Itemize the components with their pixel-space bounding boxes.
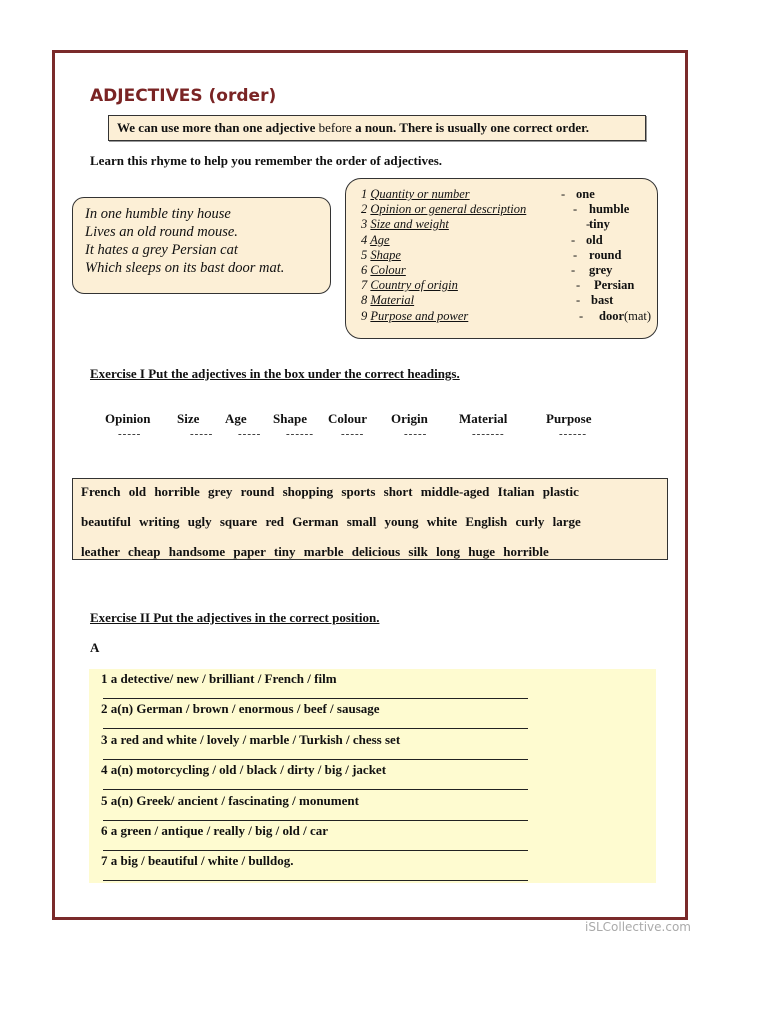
order-label: Colour <box>370 263 406 277</box>
rhyme-line: It hates a grey Persian cat <box>85 242 238 258</box>
heading-dashes: ----- <box>404 428 428 440</box>
answer-line[interactable] <box>103 850 528 851</box>
exercise-item: 6 a green / antique / really / big / old / car <box>101 823 329 838</box>
heading-dashes: ----- <box>118 428 142 440</box>
order-dash: - <box>561 187 566 201</box>
order-row <box>361 293 614 308</box>
exercise-item: 1 a detective/ new / brilliant / French / film <box>101 671 337 686</box>
order-row <box>361 187 595 202</box>
heading-origin: Origin <box>391 411 428 426</box>
order-dash: - <box>586 217 591 232</box>
footer-watermark: iSLCollective.com <box>585 920 691 934</box>
order-dash: - <box>576 278 581 293</box>
order-example-word <box>576 187 595 202</box>
order-label: Opinion or general description <box>370 202 527 217</box>
word-box <box>72 478 668 560</box>
order-label: Material <box>370 293 415 308</box>
rhyme-line: In one humble tiny house <box>85 206 231 222</box>
heading-size: Size <box>177 411 200 426</box>
order-number: 8 <box>361 293 368 308</box>
answer-line[interactable] <box>103 789 528 790</box>
order-example-word <box>589 263 612 278</box>
order-example-word <box>591 293 613 308</box>
answer-line[interactable] <box>103 820 528 821</box>
exercise-1-title: Exercise I Put the adjectives in the box under the correct headings. <box>90 366 460 381</box>
page-title: ADJECTIVES (order) <box>90 86 277 106</box>
order-row <box>361 278 635 293</box>
exercise-item: 2 a(n) German / brown / enormous / beef / sausage <box>101 701 380 717</box>
rule-box <box>108 115 646 141</box>
order-label: Shape <box>370 247 401 262</box>
order-dash: - <box>576 293 581 308</box>
heading-dashes: ------ <box>286 428 314 440</box>
order-row <box>361 263 613 278</box>
order-example-word <box>589 248 621 263</box>
order-label: Purpose and power <box>370 308 469 323</box>
heading-colour: Colour <box>328 411 367 426</box>
order-example-word <box>586 233 603 248</box>
order-label: Country of origin <box>370 278 458 293</box>
order-example-word <box>599 309 651 324</box>
order-word: round <box>589 247 622 262</box>
order-dash: - <box>571 263 576 277</box>
order-number: 6 <box>361 263 368 277</box>
order-row <box>361 232 603 248</box>
order-word-suffix: (mat) <box>624 308 652 323</box>
answer-line[interactable] <box>103 759 528 760</box>
order-row <box>361 202 630 217</box>
heading-purpose: Purpose <box>546 411 592 426</box>
order-example-word <box>589 202 629 217</box>
rule-text-2: a noun. There is usually one correct order. <box>351 120 589 135</box>
heading-dashes: ----- <box>341 428 365 440</box>
rhyme-box <box>72 197 331 294</box>
heading-shape: Shape <box>273 411 307 426</box>
order-word: door <box>599 308 624 323</box>
exercise-2-title: Exercise II Put the adjectives in the correct position. <box>90 610 380 625</box>
order-number: 7 <box>361 278 368 293</box>
order-label: Age <box>370 232 390 247</box>
heading-age: Age <box>225 411 247 426</box>
exercise-item: 5 a(n) Greek/ ancient / fascinating / monument <box>101 792 359 808</box>
rhyme-line: Which sleeps on its bast door mat. <box>85 260 285 276</box>
order-dash: - <box>579 308 584 323</box>
heading-dashes: ------ <box>559 428 587 440</box>
order-row <box>361 308 652 324</box>
heading-dashes: ----- <box>190 428 214 440</box>
order-word: grey <box>589 263 613 277</box>
order-number: 4 <box>361 232 368 247</box>
order-row <box>361 247 622 263</box>
word-line: beautiful writing ugly square red German small young white English curly large <box>81 514 581 529</box>
rhyme-intro: Learn this rhyme to help you remember the order of adjectives. <box>90 153 443 168</box>
order-dash: - <box>573 202 578 217</box>
order-word: tiny <box>589 217 610 232</box>
rule-text-1: We can use more than one adjective <box>117 120 319 135</box>
order-dash: - <box>573 247 578 262</box>
exercise-item: 3 a red and white / lovely / marble / Turkish / chess set <box>101 731 401 747</box>
answer-line[interactable] <box>103 698 528 699</box>
word-line: leather cheap handsome paper tiny marble delicious silk long huge horrible <box>81 544 549 559</box>
order-word: bast <box>591 293 614 308</box>
order-word: Persian <box>594 278 635 293</box>
order-number: 1 <box>361 187 368 201</box>
order-number: 2 <box>361 202 368 217</box>
order-number: 9 <box>361 308 368 323</box>
heading-dashes: ----- <box>238 428 262 440</box>
exercise-item: 7 a big / beautiful / white / bulldog. <box>101 853 294 869</box>
order-example-word <box>594 278 634 293</box>
order-word: old <box>586 232 603 247</box>
adjective-order-box <box>345 178 658 339</box>
order-word: one <box>576 187 595 201</box>
order-number: 3 <box>361 217 368 232</box>
heading-dashes: ------- <box>472 428 505 440</box>
order-dash: - <box>571 232 576 247</box>
order-number: 5 <box>361 247 368 262</box>
order-row <box>361 217 610 232</box>
order-label: Quantity or number <box>370 187 470 201</box>
order-example-word <box>589 217 610 232</box>
rule-text-before: before <box>318 120 352 135</box>
answer-line[interactable] <box>103 880 528 881</box>
order-label: Size and weight <box>370 217 449 232</box>
exercise-item: 4 a(n) motorcycling / old / black / dirty / big / jacket <box>101 762 387 778</box>
order-word: humble <box>589 202 630 217</box>
heading-material: Material <box>459 411 508 426</box>
rhyme-line: Lives an old round mouse. <box>85 224 238 240</box>
heading-opinion: Opinion <box>105 411 151 426</box>
word-line: French old horrible grey round shopping sports short middle-aged Italian plastic <box>81 484 579 499</box>
answer-line[interactable] <box>103 728 528 729</box>
section-label: A <box>90 640 100 655</box>
